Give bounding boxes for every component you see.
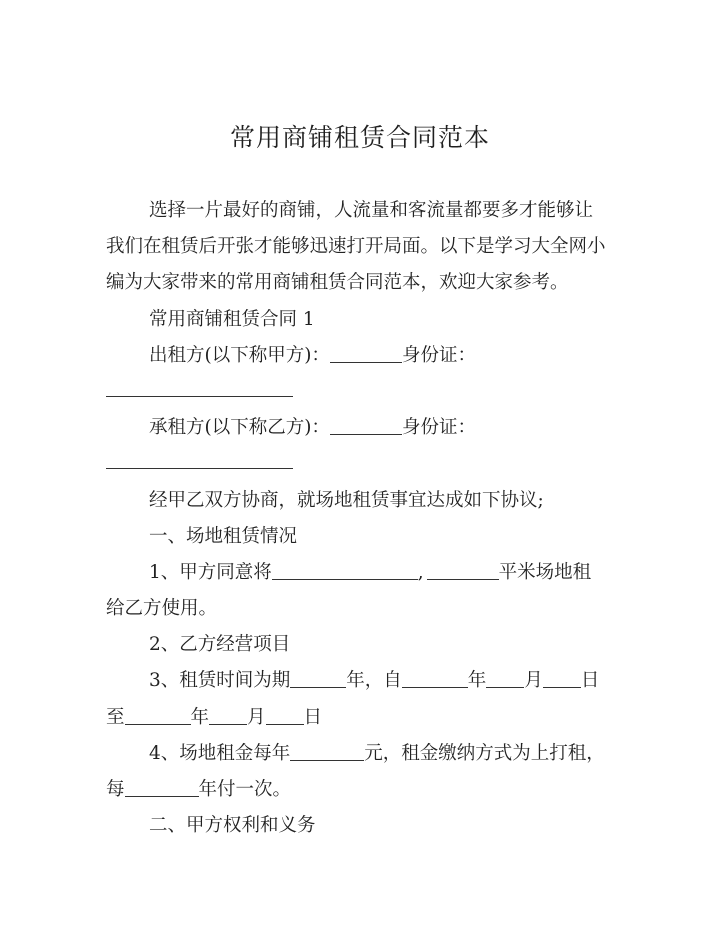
lessee-label: 承租方(以下称乙方)： [149, 417, 330, 439]
item-3-text-a: 3、租赁时间为期 [149, 670, 291, 692]
section-2-heading: 二、甲方权利和义务 [149, 815, 316, 837]
item-4-text-d: 年付一次。 [198, 779, 292, 800]
item-4-text-b: 元，租金缴纳方式为上打租， [364, 742, 605, 764]
document-title: 常用商铺租赁合同范本 [229, 123, 490, 152]
contract-heading: 常用商铺租赁合同 1 [149, 308, 315, 330]
lessee-id-blank-line [106, 446, 616, 482]
start-day-blank[interactable] [543, 667, 581, 688]
item-3-line-2 [106, 700, 616, 736]
lessor-id-blank-line [106, 374, 616, 410]
intro-line-1: 选择一片最好的商铺，人流量和客流量都要多才能够让 [149, 200, 594, 221]
item-3-line-1 [106, 663, 616, 699]
end-year-blank[interactable] [125, 704, 191, 725]
item-2: 2、乙方经营项目 [149, 634, 291, 656]
intro-paragraph [106, 193, 616, 302]
item-4-text-a: 4、场地租金每年 [149, 742, 291, 764]
annual-rent-blank[interactable] [290, 740, 364, 761]
item-3-month-label: 月 [524, 670, 543, 692]
item-1-separator: , [417, 561, 424, 583]
intro-line-3: 编为大家带来的常用商铺租赁合同范本，欢迎大家参考。 [106, 272, 569, 294]
item-3-to-label: 至 [106, 706, 125, 728]
lessor-id-blank[interactable] [106, 396, 293, 397]
item-3-year-label: 年 [467, 670, 487, 692]
area-blank[interactable] [427, 559, 499, 580]
item-3-end-year-label: 年 [190, 706, 210, 728]
item-3-end-day-label: 日 [303, 706, 323, 728]
agreement-text: 经甲乙双方协商，就场地租赁事宜达成如下协议; [149, 489, 544, 511]
item-1-line-2: 给乙方使用。 [106, 598, 218, 620]
lessor-label: 出租方(以下称甲方)： [149, 344, 330, 366]
lessee-id-blank[interactable] [106, 468, 293, 469]
item-3-end-month-label: 月 [247, 706, 266, 728]
item-1-text-a: 1、甲方同意将 [149, 561, 272, 583]
payment-interval-blank[interactable] [125, 776, 199, 797]
start-month-blank[interactable] [486, 667, 524, 688]
item-4-line-1 [106, 736, 616, 772]
item-4-text-c: 每 [106, 779, 125, 800]
lessor-name-blank[interactable] [330, 342, 402, 363]
item-3-text-b: 年，自 [346, 670, 402, 692]
item-1-line-1 [106, 555, 616, 591]
lessee-name-blank[interactable] [330, 414, 402, 435]
item-4-line-2 [106, 772, 616, 808]
item-1-text-b: 平米场地租 [498, 561, 592, 583]
intro-line-2: 我们在租赁后开张才能够迅速打开局面。以下是学习大全网小 [106, 236, 606, 258]
item-3-day-label: 日 [580, 670, 600, 692]
lessee-id-label: 身份证： [401, 417, 476, 439]
end-day-blank[interactable] [266, 704, 304, 725]
end-month-blank[interactable] [209, 704, 247, 725]
section-1-heading: 一、场地租赁情况 [149, 525, 298, 547]
lease-term-blank[interactable] [290, 667, 346, 688]
lessee-line [106, 410, 616, 446]
lessor-line [106, 338, 616, 374]
premises-blank[interactable] [272, 559, 418, 580]
lessor-id-label: 身份证： [401, 344, 476, 366]
start-year-blank[interactable] [402, 667, 468, 688]
document-body [106, 193, 616, 844]
